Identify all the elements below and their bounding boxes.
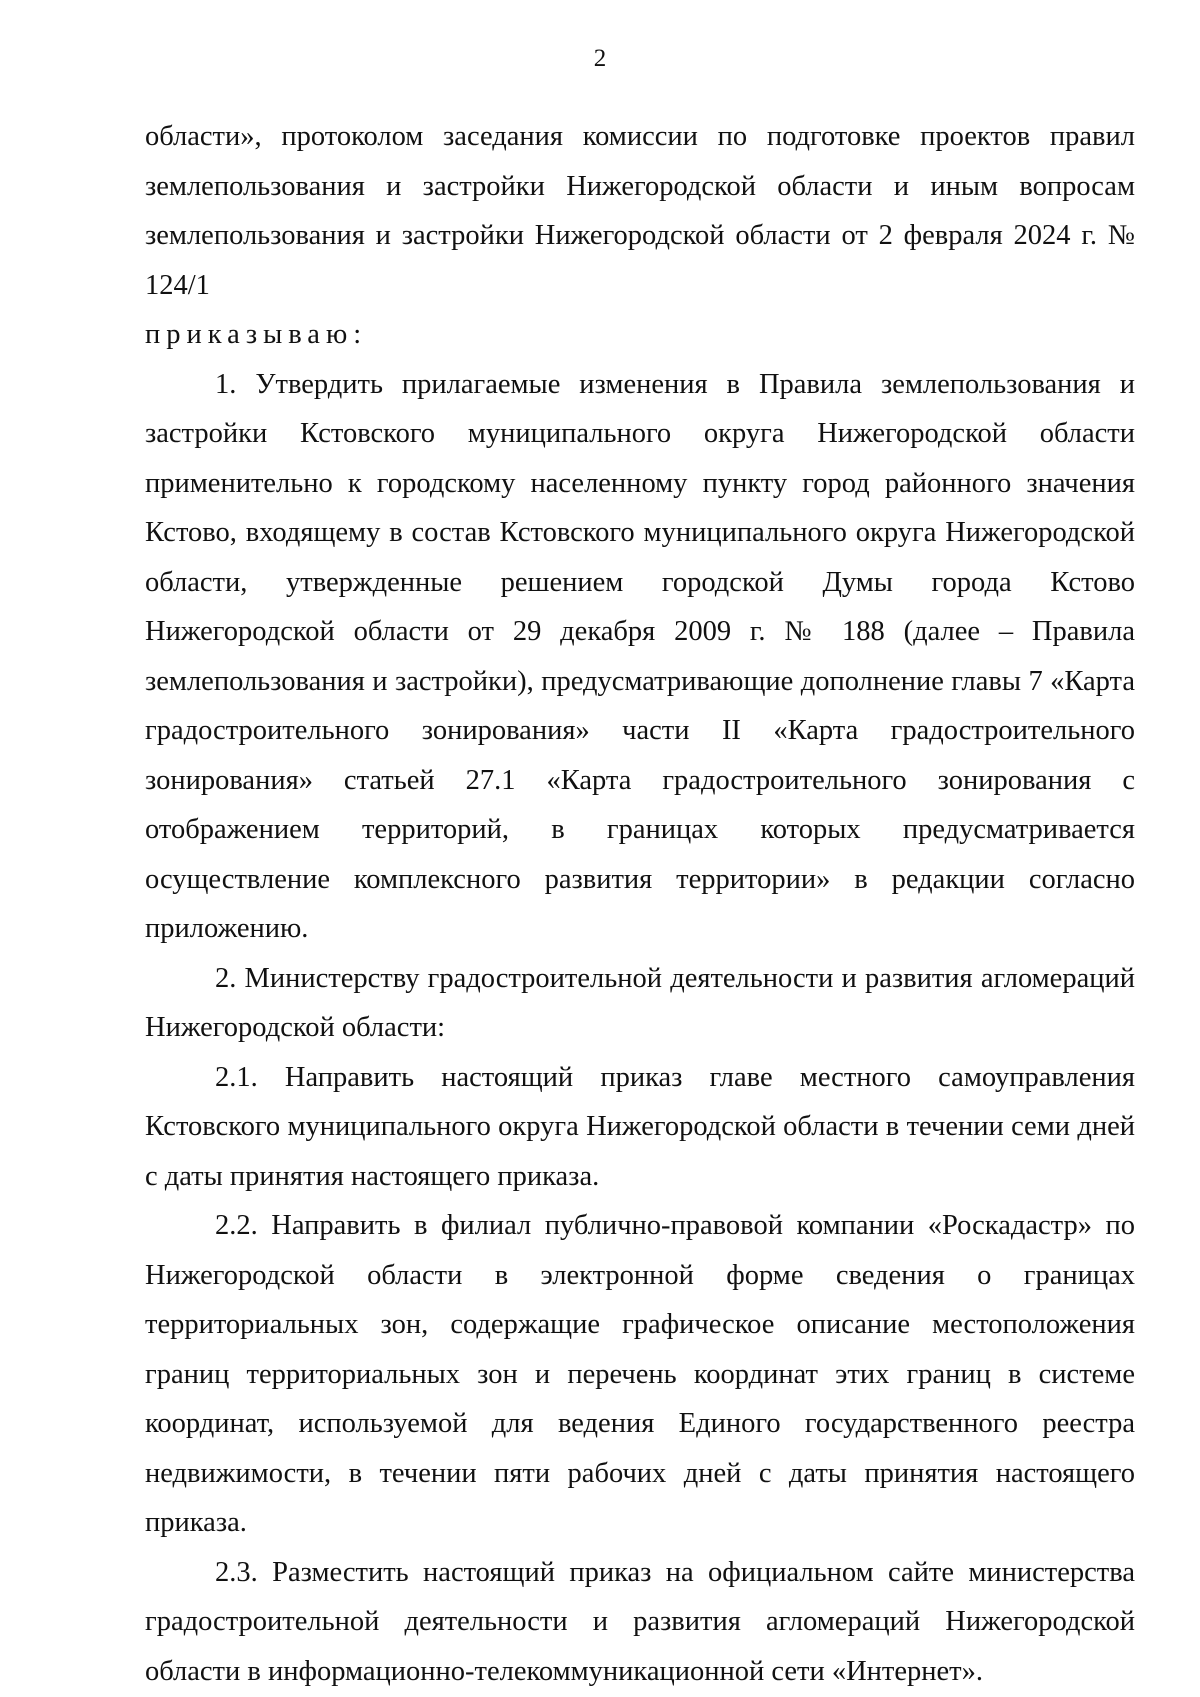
item-2-paragraph: 2. Министерству градостроительной деятельности и развития агломераций Нижегородской области:: [145, 962, 1135, 1043]
intro-paragraph: области», протоколом заседания комиссии по подготовке проектов правил землепользования и застройки Нижегородской области и иным вопросам землепользования и застройки Нижегородской области от 2 февраля 2024 г. № 124/1: [145, 121, 1135, 301]
item-2-3-paragraph: 2.3. Разместить настоящий приказ на официальном сайте министерства градостроительной деятельности и развития агломераций Нижегородской области в информационно-телекоммуникационной сети «Интернет».: [145, 1556, 1135, 1687]
item-2-2-paragraph: 2.2. Направить в филиал публично-правовой компании «Роскадастр» по Нижегородской области в электронной форме сведения о границах территориальных зон, содержащие графическое описание местоположения границ территориальных зон и перечень координат этих границ в системе координат, используемой для ведения Единого государственного реестра недвижимости, в течении пяти рабочих дней с даты принятия настоящего приказа.: [145, 1210, 1135, 1538]
document-body: [145, 112, 1135, 1696]
order-word: приказываю:: [145, 319, 368, 350]
page-number: 2: [593, 45, 607, 72]
item-1-paragraph: 1. Утвердить прилагаемые изменения в Правила землепользования и застройки Кстовского муниципального округа Нижегородской области применительно к городскому населенному пункту город районного значения Кстово, входящему в состав Кстовского муниципального округа Нижегородской области, утвержденные решением городской Думы города Кстово Нижегородской области от 29 декабря 2009 г. № 188 (далее – Правила землепользования и застройки), предусматривающие дополнение главы 7 «Карта градостроительного зонирования» части II «Карта градостроительного зонирования» статьей 27.1 «Карта градостроительного зонирования с отображением территорий, в границах которых предусматривается осуществление комплексного развития территории» в редакции согласно приложению.: [145, 368, 1135, 944]
item-2-1-paragraph: 2.1. Направить настоящий приказ главе местного самоуправления Кстовского муниципального округа Нижегородской области в течении семи дней с даты принятия настоящего приказа.: [145, 1061, 1135, 1192]
